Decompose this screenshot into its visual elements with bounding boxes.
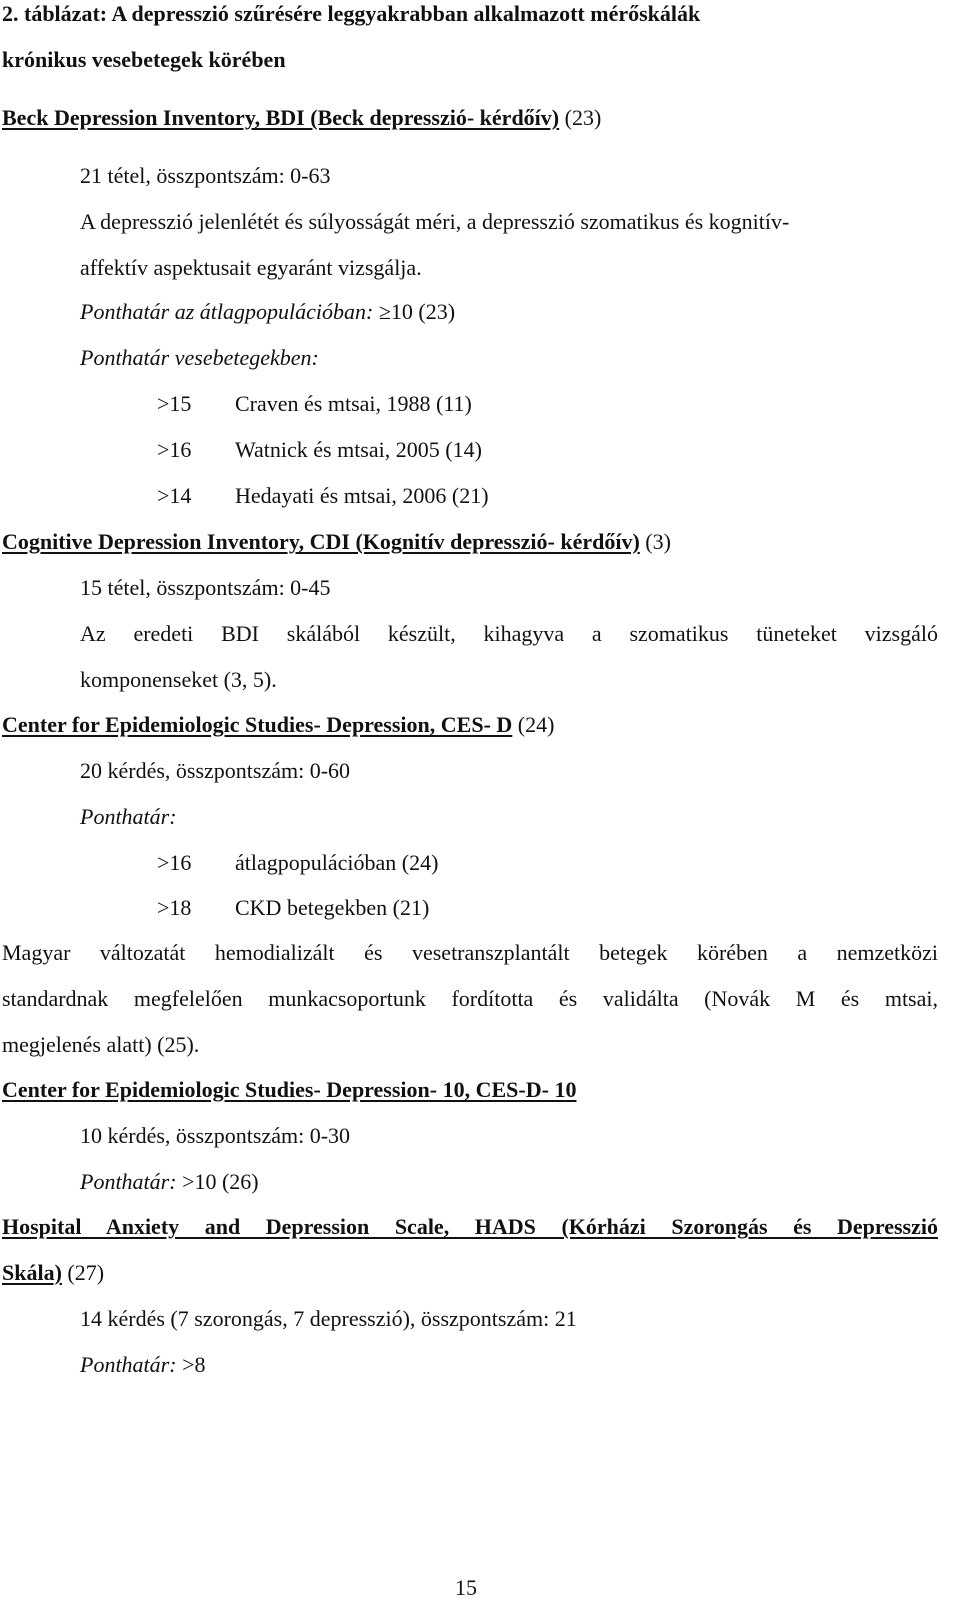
cutoff-source: Craven és mtsai, 1988 (11) bbox=[235, 391, 472, 416]
cutoff-source: átlagpopulációban (24) bbox=[235, 850, 439, 875]
hads-name-line-1: Hospital Anxiety and Depression Scale, HADS (Kórházi Szorongás és Depresszió bbox=[2, 1214, 938, 1239]
cdi-name: Cognitive Depression Inventory, CDI (Kognitív depresszió- kérdőív) bbox=[2, 529, 640, 554]
cesd10-cutoff-value: >10 (26) bbox=[176, 1169, 259, 1194]
bdi-cutoff-kidney-label: Ponthatár vesebetegekben: bbox=[80, 345, 319, 370]
cutoff-value: >16 bbox=[157, 437, 192, 462]
cesd-note-line-2: standardnak megfelelően munkacsoportunk fordította és validálta (Novák M és mtsai, bbox=[2, 986, 938, 1011]
bdi-cutoff-general-label: Ponthatár az átlagpopulációban: bbox=[80, 299, 374, 324]
hads-cutoff bbox=[80, 1351, 205, 1379]
bdi-description-line-2: affektív aspektusait egyaránt vizsgálja. bbox=[80, 255, 422, 280]
cesd-cutoff-label: Ponthatár: bbox=[80, 804, 177, 829]
cesd-heading bbox=[2, 711, 554, 739]
bdi-cutoff-general bbox=[80, 298, 455, 326]
cesd-items: 20 kérdés, összpontszám: 0-60 bbox=[80, 758, 351, 783]
hads-cutoff-value: >8 bbox=[176, 1352, 206, 1377]
cesd10-cutoff-label: Ponthatár: bbox=[80, 1169, 177, 1194]
table-title-line-1: 2. táblázat: A depresszió szűrésére leggyakrabban alkalmazott mérőskálák bbox=[2, 1, 701, 26]
cesd-note-line-3: megjelenés alatt) (25). bbox=[2, 1032, 200, 1057]
cesd10-items: 10 kérdés, összpontszám: 0-30 bbox=[80, 1123, 351, 1148]
cutoff-value: >15 bbox=[157, 391, 192, 416]
cesd-ref: (24) bbox=[512, 712, 555, 737]
bdi-ref: (23) bbox=[559, 105, 602, 130]
hads-items: 14 kérdés (7 szorongás, 7 depresszió), összpontszám: 21 bbox=[80, 1306, 577, 1331]
hads-ref: (27) bbox=[61, 1260, 105, 1285]
cutoff-value: >14 bbox=[157, 483, 192, 508]
cesd-name: Center for Epidemiologic Studies- Depression, CES- D bbox=[2, 712, 513, 737]
bdi-name: Beck Depression Inventory, BDI (Beck depresszió- kérdőív) bbox=[2, 105, 560, 130]
cutoff-value: >18 bbox=[157, 895, 192, 920]
bdi-heading bbox=[2, 104, 601, 132]
cutoff-source: Watnick és mtsai, 2005 (14) bbox=[235, 437, 482, 462]
cesd10-heading bbox=[2, 1076, 576, 1104]
hads-name-line-2: Skála) bbox=[2, 1260, 62, 1285]
cdi-heading bbox=[2, 528, 671, 556]
cdi-items: 15 tétel, összpontszám: 0-45 bbox=[80, 575, 331, 600]
page-number: 15 bbox=[455, 1575, 477, 1600]
table-title-line-2: krónikus vesebetegek körében bbox=[2, 47, 286, 72]
bdi-description-line-1: A depresszió jelenlétét és súlyosságát méri, a depresszió szomatikus és kognitív- bbox=[80, 209, 790, 234]
cesd10-cutoff bbox=[80, 1168, 259, 1196]
cdi-description-line-2: komponenseket (3, 5). bbox=[80, 667, 277, 692]
bdi-cutoff-general-value: ≥10 (23) bbox=[373, 299, 456, 324]
hads-cutoff-label: Ponthatár: bbox=[80, 1352, 177, 1377]
cdi-description-line-1: Az eredeti BDI skálából készült, kihagyva a szomatikus tüneteket vizsgáló bbox=[80, 621, 938, 646]
cdi-ref: (3) bbox=[639, 529, 671, 554]
hads-heading-line-2 bbox=[2, 1259, 104, 1287]
cutoff-source: CKD betegekben (21) bbox=[235, 895, 430, 920]
cutoff-value: >16 bbox=[157, 850, 192, 875]
bdi-items: 21 tétel, összpontszám: 0-63 bbox=[80, 163, 331, 188]
cesd10-name: Center for Epidemiologic Studies- Depression- 10, CES-D- 10 bbox=[2, 1077, 577, 1102]
cutoff-source: Hedayati és mtsai, 2006 (21) bbox=[235, 483, 489, 508]
cesd-note-line-1: Magyar változatát hemodializált és vesetranszplantált betegek körében a nemzetközi bbox=[2, 940, 938, 965]
